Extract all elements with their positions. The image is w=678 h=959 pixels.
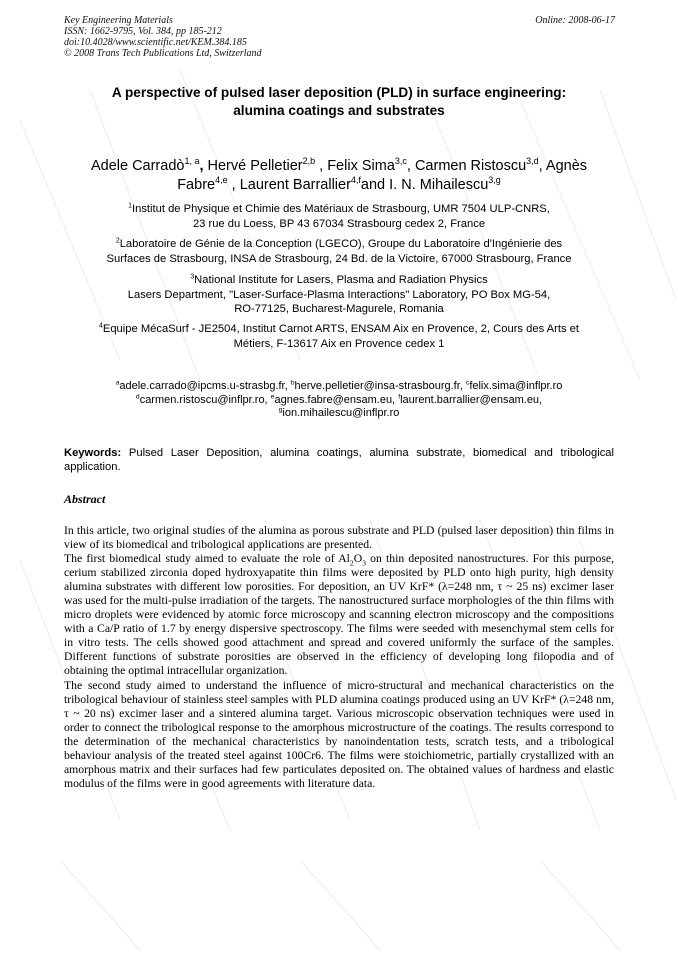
affiliation-line xyxy=(40,202,638,217)
author-name: Agnès xyxy=(545,158,588,174)
email-link[interactable] xyxy=(271,394,395,406)
online-date: Online: 2008-06-17 xyxy=(535,15,615,26)
email-sup: d xyxy=(135,392,140,400)
affiliation-sup: 2 xyxy=(115,237,120,245)
keywords-text: Pulsed Laser Deposition, alumina coatings, alumina substrate, biomedical and tribological application. xyxy=(64,447,615,473)
keywords-label: Keywords: xyxy=(64,447,122,459)
subscript: 2 xyxy=(349,558,354,568)
email-text: felix.sima@inflpr.ro xyxy=(469,380,563,392)
affiliation-line: Lasers Department, "Laser-Surface-Plasma Interactions" Laboratory, PO Box MG-54, xyxy=(127,288,551,301)
author-sup: 3,d xyxy=(526,156,539,167)
email-sup: e xyxy=(270,392,275,400)
author-sup: 3,g xyxy=(488,175,501,186)
email-text: ion.mihailescu@inflpr.ro xyxy=(282,407,400,419)
author-line-1: Adele Carradò$^{1, a}$, Hervé Pelletier$^{2,b}$ , Felix Sima$^{3,c}$, Carmen Ristoscu$^{3,d}$, Agnès xyxy=(90,156,588,174)
paper-title xyxy=(40,84,638,120)
email-link[interactable] xyxy=(466,380,563,392)
journal-name: Key Engineering Materials xyxy=(64,15,173,26)
author-name: Felix Sima xyxy=(327,158,395,174)
email-line-2 xyxy=(40,394,638,408)
affiliation-line: 23 rue du Loess, BP 43 67034 Strasbourg cedex 2, France xyxy=(192,217,486,230)
issn-line: ISSN: 1662-9795, Vol. 384, pp 185-212 xyxy=(64,26,222,37)
author-name: Laurent Barrallier xyxy=(239,177,351,193)
journal-header xyxy=(64,15,262,59)
abstract-paragraph-3: The second study aimed to understand the influence of micro-structural and mechanical characteristics on the tribological behaviour of stainless steel samples with PLD alumina coatings produced using an UV KrF* (λ=248 nm, τ ~ 20 ns) excimer laser and a sintered alumina target. Various microscopic observation techniques were used in order to connect the tribological response to the amorphous microstructure of the coatings. The results correspond to the determination of the mechanical characteristics by nanoindentation tests, scratch tests, and a tribological behaviour analysis of the treated steel against 100Cr6. The films were stoichiometric, partially crystallized with an amorphous matrix and their surfaces had few particulates deposited on. The obtained values of hardness and elastic modulus of the films were in good agreements with literature data. xyxy=(64,678,614,790)
affiliation-text: Institut de Physique et Chimie des Matériaux de Strasbourg, UMR 7504 ULP-CNRS, xyxy=(132,203,550,215)
subscript: 3 xyxy=(362,558,366,568)
email-sup: b xyxy=(290,379,295,387)
affiliation-text: Laboratoire de Génie de la Conception (LGECO), Groupe du Laboratoire d'Ingénierie des xyxy=(119,238,563,250)
keywords-section xyxy=(64,446,614,474)
abstract-paragraph-1: In this article, two original studies of the alumina as porous substrate and PLD (pulsed laser deposition) thin films in view of its biomedical and tribological applications are presented. xyxy=(64,524,614,552)
author-line-2: Fabre$^{4,e}$ , Laurent Barrallier$^{4,f}$and I. N. Mihailescu$^{3,g}$ xyxy=(177,175,501,193)
title-line-1: A perspective of pulsed laser deposition (PLD) in surface engineering: xyxy=(111,85,567,100)
affiliation-text: Equipe MécaSurf - JE2504, Institut Carnot ARTS, ENSAM Aix en Provence, 2, Cours des Arts et xyxy=(102,323,579,335)
author-list xyxy=(40,157,638,195)
affiliation-line xyxy=(40,273,638,288)
email-link[interactable] xyxy=(116,380,288,392)
author-name: Carmen Ristoscu xyxy=(414,158,527,174)
affiliation-1 xyxy=(40,202,638,231)
affiliation-sup: 3 xyxy=(190,273,195,281)
author-and: and xyxy=(360,177,386,193)
affiliation-line: RO-77125, Bucharest-Magurele, Romania xyxy=(234,303,444,315)
affiliation-line xyxy=(40,322,638,337)
email-text: adele.carrado@ipcms.u-strasbg.fr, xyxy=(119,380,288,392)
affiliation-3 xyxy=(40,273,638,317)
author-sup: 4,e xyxy=(215,175,228,186)
abstract-heading: Abstract xyxy=(64,492,106,506)
email-list xyxy=(40,380,638,421)
affiliation-line: Métiers, F-13617 Aix en Provence cedex 1 xyxy=(233,337,445,350)
author-sup: 3,c xyxy=(394,156,407,167)
email-text: agnes.fabre@ensam.eu, xyxy=(274,393,396,406)
affiliation-text: National Institute for Lasers, Plasma and Radiation Physics xyxy=(194,274,488,286)
title-line-2: alumina coatings and substrates xyxy=(233,103,445,118)
email-text: carmen.ristoscu@inflpr.ro, xyxy=(139,393,268,406)
affiliation-line: Surfaces de Strasbourg, INSA de Strasbourg, 24 Bd. de la Victoire, 67000 Strasbourg, France xyxy=(106,252,572,265)
email-link[interactable] xyxy=(279,407,400,419)
email-sup: c xyxy=(465,379,470,387)
abstract-text: The first biomedical study aimed to evaluate the role of Al xyxy=(64,552,350,566)
author-sup: 1, a xyxy=(184,156,200,167)
email-text: laurent.barrallier@ensam.eu, xyxy=(400,393,543,406)
author-name: Fabre xyxy=(177,177,216,193)
affiliation-sup: 1 xyxy=(128,202,132,210)
author-name: Adele Carradò xyxy=(90,158,185,174)
email-text: herve.pelletier@insa-strasbourg.fr, xyxy=(294,380,463,392)
email-link[interactable] xyxy=(136,394,268,406)
abstract-paragraph-2 xyxy=(64,552,614,678)
author-name: I. N. Mihailescu xyxy=(389,177,489,193)
abstract-text: on thin deposited nanostructures. For this purpose, cerium stabilized zirconia doped hydroxyapatite thin films were deposited by PLD onto high purity, high density alumina substrates with different low porosities. For deposition, an UV KrF* (λ=248 nm, τ ~ 25 ns) excimer laser was used for the multi-pulse irradiation of the targets. The nanostructured surface morphologies of the thin films with micro droplets were evidenced by atomic force microscopy and scanning electron microscopy and the compositions with a Ca/P ratio of 1.7 by energy dispersive spectroscopy. The films were seeded with mesenchymal stem cells for in vitro tests. The cells showed good attachment and spread and covered uniformly the surface of the samples. Different functions of substrate porosities are observed in the efficiency of developing long filopodia and of obtaining the optimal intracellular organization. xyxy=(64,552,614,678)
affiliation-4 xyxy=(40,322,638,351)
author-name: Hervé Pelletier xyxy=(207,158,303,174)
author-sup: 2,b xyxy=(302,156,316,167)
email-link[interactable] xyxy=(291,380,463,392)
affiliation-sup: 4 xyxy=(99,322,103,330)
affiliation-2 xyxy=(40,237,638,266)
email-sup: a xyxy=(115,379,120,387)
email-link[interactable] xyxy=(398,394,542,406)
copyright-line: © 2008 Trans Tech Publications Ltd, Switzerland xyxy=(64,48,262,59)
abstract-text: O xyxy=(353,552,363,566)
email-line-1 xyxy=(40,380,638,394)
author-sup: 4,f xyxy=(350,175,361,186)
email-line-3 xyxy=(40,407,638,421)
email-sup: g xyxy=(278,406,283,414)
affiliation-line xyxy=(40,237,638,252)
email-sup: f xyxy=(398,392,401,400)
doi-line: doi:10.4028/www.scientific.net/KEM.384.185 xyxy=(64,37,247,48)
abstract-body xyxy=(64,524,614,791)
